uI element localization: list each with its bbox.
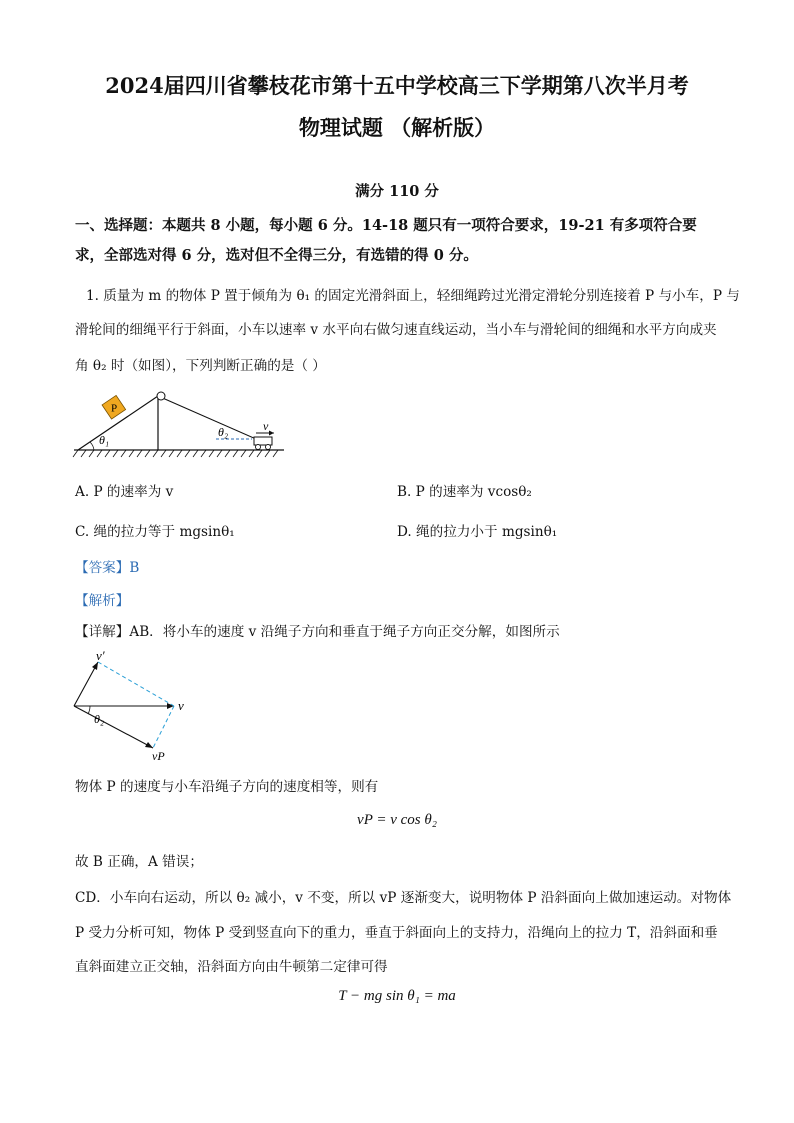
ground bbox=[73, 450, 284, 457]
formula-newton: T − mg sin θ₁ = ma bbox=[338, 988, 456, 1004]
dashed-projection-2 bbox=[153, 706, 174, 748]
full-score: 满分 110 分 bbox=[355, 183, 439, 200]
incline-figure bbox=[70, 384, 290, 464]
svg-text:P: P bbox=[111, 402, 118, 415]
equal-line: 物体 P 的速度与小车沿绳子方向的速度相等，则有 bbox=[75, 779, 379, 795]
paper-title-line2: 物理试题 （解析版） bbox=[298, 115, 496, 140]
dashed-projection-1 bbox=[98, 662, 174, 706]
theta2-vector-label: θ₂ bbox=[94, 712, 105, 726]
theta1-label: θ₁ bbox=[99, 433, 110, 447]
section-instructions-line1: 一、选择题：本题共 8 小题，每小题 6 分。14-18 题只有一项符合要求，19-21 有多项符合要 bbox=[75, 217, 697, 234]
v-label: v bbox=[178, 698, 184, 713]
option-d: D. 绳的拉力小于 mgsinθ₁ bbox=[397, 524, 558, 540]
question1-line2: 滑轮间的细绳平行于斜面，小车以速率 v 水平向右做匀速直线运动，当小车与滑轮间的细绳和水平方向成夹 bbox=[75, 322, 717, 338]
theta2-label: θ₂ bbox=[218, 425, 229, 439]
section-instructions-line2: 求，全部选对得 6 分，选对但不全得三分，有选错的得 0 分。 bbox=[75, 247, 478, 264]
detail-line: 【详解】AB．将小车的速度 v 沿绳子方向和垂直于绳子方向正交分解，如图所示 bbox=[75, 624, 560, 640]
vp-label: vP bbox=[152, 749, 165, 763]
analysis-tag: 【解析】 bbox=[75, 593, 130, 609]
block-p bbox=[102, 395, 126, 419]
vp-vector bbox=[74, 706, 153, 748]
option-c: C. 绳的拉力等于 mgsinθ₁ bbox=[75, 524, 235, 540]
formula-vp: vP = v cos θ₂ bbox=[357, 812, 437, 828]
cd-line3: 直斜面建立正交轴，沿斜面方向由牛顿第二定律可得 bbox=[75, 959, 388, 975]
cd-line2: P 受力分析可知，物体 P 受到竖直向下的重力，垂直于斜面向上的支持力，沿绳向上的拉力 T，沿斜面和垂 bbox=[75, 925, 718, 941]
velocity-label: v bbox=[263, 419, 269, 433]
option-a: A. P 的速率为 v bbox=[75, 484, 174, 500]
pulley bbox=[157, 392, 165, 400]
paper-title-line1: 2024届四川省攀枝花市第十五中学校高三下学期第八次半月考 bbox=[105, 73, 689, 98]
option-b: B. P 的速率为 vcosθ₂ bbox=[397, 484, 532, 500]
cd-line1: CD．小车向右运动，所以 θ₂ 减小，v 不变，所以 vP 逐渐变大，说明物体 P 沿斜面向上做加速运动。对物体 bbox=[75, 890, 732, 906]
answer-line: 【答案】B bbox=[75, 560, 140, 576]
conclusion-ab: 故 B 正确，A 错误； bbox=[75, 854, 203, 870]
vector-decomposition-figure bbox=[70, 644, 200, 764]
cart bbox=[254, 437, 272, 450]
v-prime-vector bbox=[74, 662, 98, 706]
rope-to-cart bbox=[158, 396, 256, 439]
question1-line1: 1. 质量为 m 的物体 P 置于倾角为 θ₁ 的固定光滑斜面上，轻细绳跨过光滑定滑轮分别连接着 P 与小车，P 与 bbox=[86, 288, 740, 304]
question1-line3: 角 θ₂ 时（如图），下列判断正确的是（ ） bbox=[75, 358, 326, 374]
v-prime-label: v′ bbox=[96, 648, 105, 663]
